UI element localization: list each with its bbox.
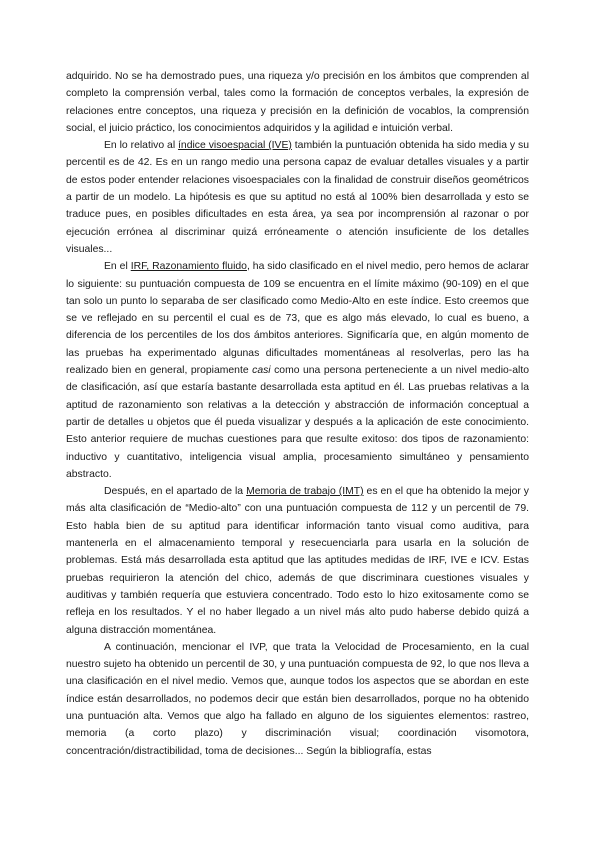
paragraph-text: En lo relativo al <box>104 140 179 152</box>
term-imt: Memoria de trabajo (IMT) <box>246 486 364 498</box>
term-irf: IRF, Razonamiento fluido <box>130 261 247 273</box>
paragraph-imt <box>66 483 529 639</box>
paragraph-text: En el <box>104 261 131 273</box>
paragraph-text: como una persona perteneciente a un nivel medio-alto de clasificación, así que estaría bastante desarrollada esta aptitud en él. Las pruebas relativas a la aptitud de razonamiento son relativas a la detección y abstracción de información conceptual a partir de detalles u objetos que él pueda visualizar y después a la aplicación de este conocimiento. Esto anterior requiere de muchas cuestiones para que resulte exitoso: dos tipos de razonamiento: inductivo y cuantitativo, inteligencia visual amplia, procesamiento simultáneo y pensamiento abstracto. <box>66 365 529 480</box>
paragraph-irf <box>66 258 529 483</box>
paragraph-text: es en el que ha obtenido la mejor y más alta clasificación de “Medio-alto” con una puntuación compuesta de 112 y un percentil de 79. Esto habla bien de su aptitud para identificar información tanto visual como auditiva, para mantenerla en el almacenamiento temporal y resecuenciarla para usarla en la solución de problemas. Está más desarrollada esta aptitud que las aptitudes medidas de IRF, IVE e ICV. Estas pruebas requirieron la atención del chico, además de que discriminara cuestiones visuales y auditivas y también requería que estuviera concentrado. Todo esto lo hizo exitosamente como se refleja en los resultados. Y el no haber llegado a un nivel más alto pudo haberse debido quizá a alguna distracción momentánea. <box>66 486 529 636</box>
emphasis-casi: casi <box>252 365 271 377</box>
paragraph-text: adquirido. No se ha demostrado pues, una riqueza y/o precisión en los ámbitos que comprenden al completo la comprensión verbal, tales como la formación de conceptos verbales, la expresión de relaciones entre conceptos, una riqueza y precisión en la definición de vocablos, la comprensión social, el juicio práctico, los conocimientos adquiridos y la agilidad e intuición verbal. <box>66 71 529 134</box>
document-page <box>66 68 529 760</box>
paragraph-text: también la puntuación obtenida ha sido media y su percentil es de 42. Es en un rango medio una persona capaz de evaluar detalles visuales y a partir de estos poder entender relaciones visoespaciales con la finalidad de construir diseños geométricos a partir de un modelo. La hipótesis es que su aptitud no está al 100% bien desarrollada y esto se traduce pues, en posibles dificultades en esta área, ya sea por incomprensión al razonar o por ejecución errónea al discriminar quizá erróneamente o atención insuficiente de los detalles visuales... <box>66 140 529 255</box>
paragraph-text: A continuación, mencionar el IVP, que trata la Velocidad de Procesamiento, en la cual nuestro sujeto ha obtenido un percentil de 30, y una puntuación compuesta de 92, lo que nos lleva a una clasificación en el nivel medio. Vemos que, aunque todos los aspectos que se abordan en este índice están desarrollados, no podemos decir que están bien desarrollados, porque no ha obtenido una puntuación alta. Vemos que algo ha fallado en alguno de los siguientes elementos: rastreo, memoria (a corto plazo) y discriminación visual; coordinación visomotora, concentración/distractibilidad, toma de decisiones... Según la bibliografía, estas <box>66 641 529 757</box>
paragraph-text: Después, en el apartado de la <box>104 486 247 498</box>
paragraph-intro <box>66 68 529 137</box>
term-ive: índice visoespacial (IVE) <box>178 140 292 152</box>
paragraph-ivp <box>66 639 529 760</box>
paragraph-ive <box>66 137 529 258</box>
paragraph-text: , ha sido clasificado en el nivel medio, pero hemos de aclarar lo siguiente: su puntuación compuesta de 109 se encuentra en el límite máximo (90-109) en el que tan solo un punto lo separaba de ser clasificado como Medio-Alto en este índice. Esto creemos que se ve reflejado en su percentil el cual es de 73, que es algo más elevado, lo cual es bueno, a diferencia de los percentiles de los dos ámbitos anteriores. Significaría que, en algún momento de las pruebas ha experimentado algunas dificultades momentáneas al resolverlas, pero las ha realizado bien en general, propiamente <box>66 261 529 377</box>
